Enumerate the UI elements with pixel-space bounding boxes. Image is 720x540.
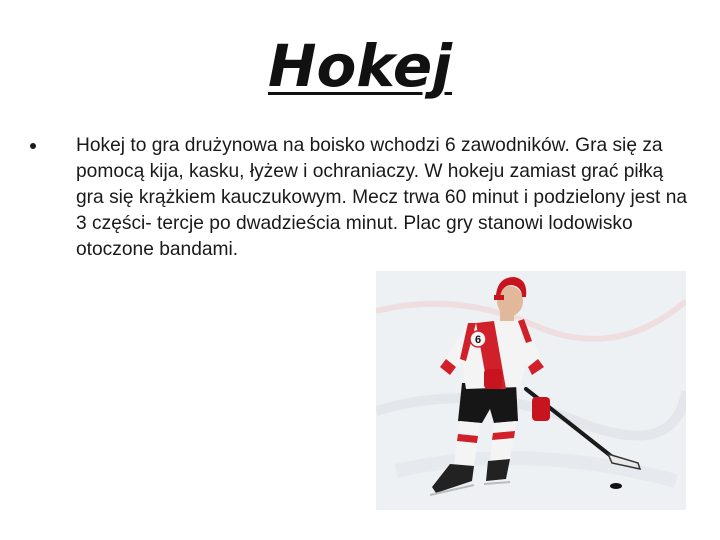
list-item (28, 133, 690, 263)
jersey-number: 6 (474, 334, 482, 346)
bullet-icon (30, 143, 36, 149)
hockey-player-photo (376, 271, 686, 510)
slide-title: Hokej (267, 32, 453, 100)
bullet-list (28, 133, 690, 263)
bullet-text: Hokej to gra drużynowa na boisko wchodzi 6 zawodników. Gra się za pomocą kija, kasku, łyżew i ochraniaczy. W hokeju zamiast grać piłką gra się krążkiem kauczukowym. Mecz trwa 60 minut i podzielony jest na 3 części- tercje po dwadzieścia minut. Plac gry stanowi lodowisko otoczone bandami. (76, 135, 688, 260)
